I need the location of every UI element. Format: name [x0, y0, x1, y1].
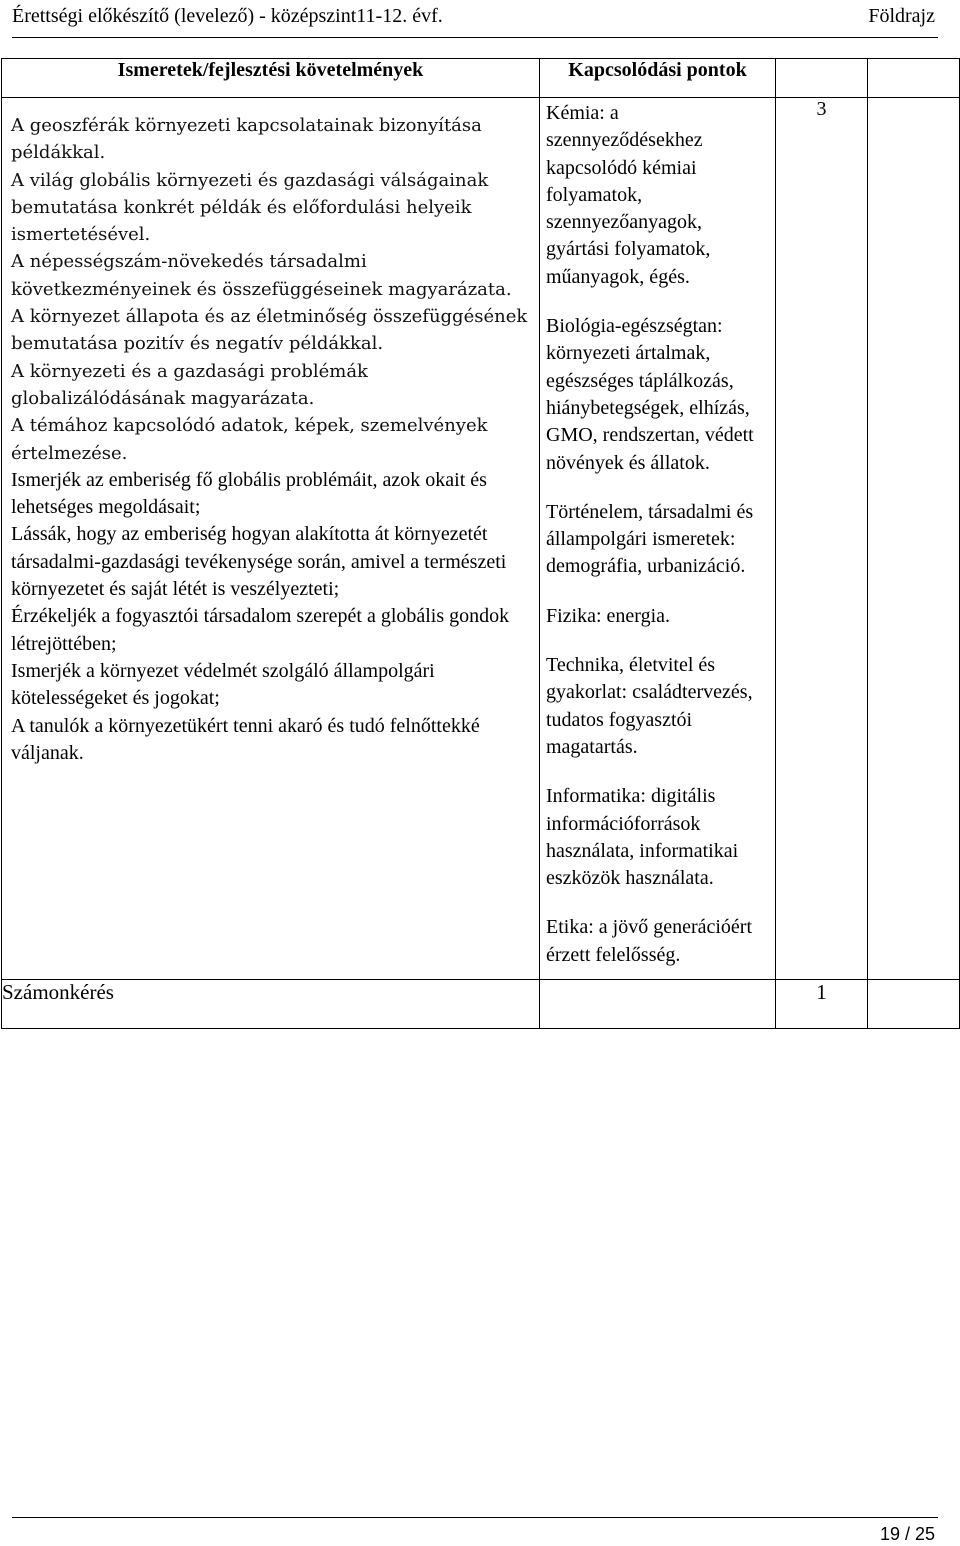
- requirements-header: Ismeretek/fejlesztési követelmények: [2, 59, 540, 98]
- requirement-item: A geoszférák környezeti kapcsolatainak bizonyítása példákkal.: [11, 115, 482, 164]
- connection-item-ethics: Etika: a jövő generációért érzett felelősség.: [546, 916, 753, 966]
- table-header-row: [2, 59, 960, 98]
- requirement-item: A témához kapcsolódó adatok, képek, szemelvények értelmezése.: [11, 415, 488, 464]
- connections-header-label: Kapcsolódási pontok: [568, 59, 747, 81]
- requirement-item: A népességszám-növekedés társadalmi következményeinek és összefüggéseinek magyarázata.: [11, 251, 512, 300]
- goal-item: A tanulók a környezetükért tenni akaró és tudó felnőttekké váljanak.: [11, 714, 480, 764]
- document-header-title: Érettségi előkészítő (levelező) - középszint11-12. évf.: [12, 5, 443, 27]
- requirement-item: A világ globális környezeti és gazdasági válságainak bemutatása konkrét példák és előfordulási helyeik ismertetésével.: [11, 169, 489, 246]
- assessment-label: Számonkérés: [2, 980, 540, 1029]
- connection-item-chemistry: Kémia: a szennyeződésekhez kapcsolódó kémiai folyamatok, szennyezőanyagok, gyártási folyamatok, műanyagok, égés.: [546, 102, 711, 288]
- page-number: 19 / 25: [879, 1524, 935, 1544]
- goal-item: Lássák, hogy az emberiség hogyan alakította át környezetét társadalmi-gazdasági tevékenysége során, amivel a természeti környezetet és saját létét is veszélyezteti;: [11, 523, 507, 601]
- assessment-hours: 1: [776, 980, 868, 1029]
- requirements-cell: [2, 98, 540, 980]
- table-content-row: [2, 98, 960, 980]
- extra-header: [868, 59, 960, 98]
- extra-cell: [868, 98, 960, 980]
- curriculum-table: [1, 58, 960, 1029]
- connection-item-physics: Fizika: energia.: [546, 604, 671, 627]
- connections-cell: [540, 98, 776, 980]
- assessment-connections-cell: [540, 980, 776, 1029]
- assessment-row: [2, 980, 960, 1029]
- connection-item-informatics: Informatika: digitális információforrások használata, informatikai eszközök használata.: [546, 785, 739, 890]
- header-divider: [12, 37, 938, 38]
- goal-item: Érzékeljék a fogyasztói társadalom szerepét a globális gondok létrejöttében;: [11, 605, 510, 655]
- connection-item-history: Történelem, társadalmi és állampolgári ismeretek: demográfia, urbanizáció.: [546, 500, 754, 578]
- requirement-item: A környezet állapota és az életminőség összefüggésének bemutatása pozitív és negatív példákkal.: [11, 306, 528, 355]
- goal-item: Ismerjék az emberiség fő globális problémáit, azok okait és lehetséges megoldásait;: [11, 468, 487, 519]
- goal-item: Ismerjék a környezet védelmét szolgáló állampolgári kötelességeket és jogokat;: [11, 659, 435, 710]
- requirement-item: A környezeti és a gazdasági problémák globalizálódásának magyarázata.: [11, 360, 368, 409]
- connections-header: [540, 59, 776, 98]
- hours-header: [776, 59, 868, 98]
- assessment-extra-cell: [868, 980, 960, 1029]
- hours-value: 3: [776, 98, 868, 980]
- connection-item-biology: Biológia-egészségtan: környezeti ártalmak, egészséges táplálkozás, hiánybetegségek, elhízás, GMO, rendszertan, védett növények és állatok.: [546, 315, 754, 474]
- document-header-subject: Földrajz: [868, 5, 935, 27]
- footer-divider: [12, 1517, 938, 1518]
- connection-item-technology: Technika, életvitel és gyakorlat: családtervezés, tudatos fogyasztói magatartás.: [546, 654, 753, 758]
